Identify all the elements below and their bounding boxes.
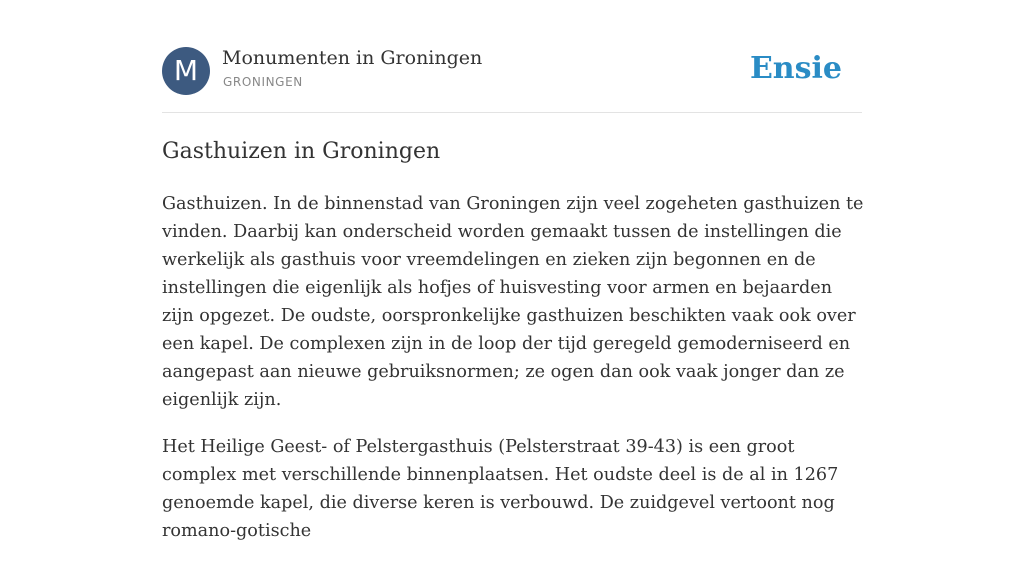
- site-subtitle: GRONINGEN: [223, 75, 303, 89]
- article: [162, 136, 864, 564]
- site-header: [162, 47, 862, 113]
- avatar[interactable]: M: [162, 47, 210, 95]
- article-paragraph-1: Gasthuizen. In de binnenstad van Groningen zijn veel zogeheten gasthuizen te vinden. Daarbij kan onderscheid worden gemaakt tussen de instellingen die werkelijk als gasthuis voor vreemdelingen en zieken zijn begonnen en de instellingen die eigenlijk als hofjes of huisvesting voor armen en bejaarden zijn opgezet. De oudste, oorspronkelijke gasthuizen beschikten vaak ook over een kapel. De complexen zijn in de loop der tijd geregeld gemoderniseerd en aangepast aan nieuwe gebruiksnormen; ze ogen dan ook vaak jonger dan ze eigenlijk zijn.: [162, 194, 864, 410]
- brand-logo[interactable]: Ensie: [749, 51, 842, 86]
- article-title: Gasthuizen in Groningen: [162, 139, 441, 164]
- article-paragraph-2: Het Heilige Geest- of Pelstergasthuis (Pelsterstraat 39-43) is een groot complex met verschillende binnenplaatsen. Het oudste deel is de al in 1267 genoemde kapel, die diverse keren is verbouwd. De zuidgevel vertoont nog romano-gotische: [162, 437, 839, 541]
- site-title-link[interactable]: Monumenten in Groningen: [222, 47, 483, 69]
